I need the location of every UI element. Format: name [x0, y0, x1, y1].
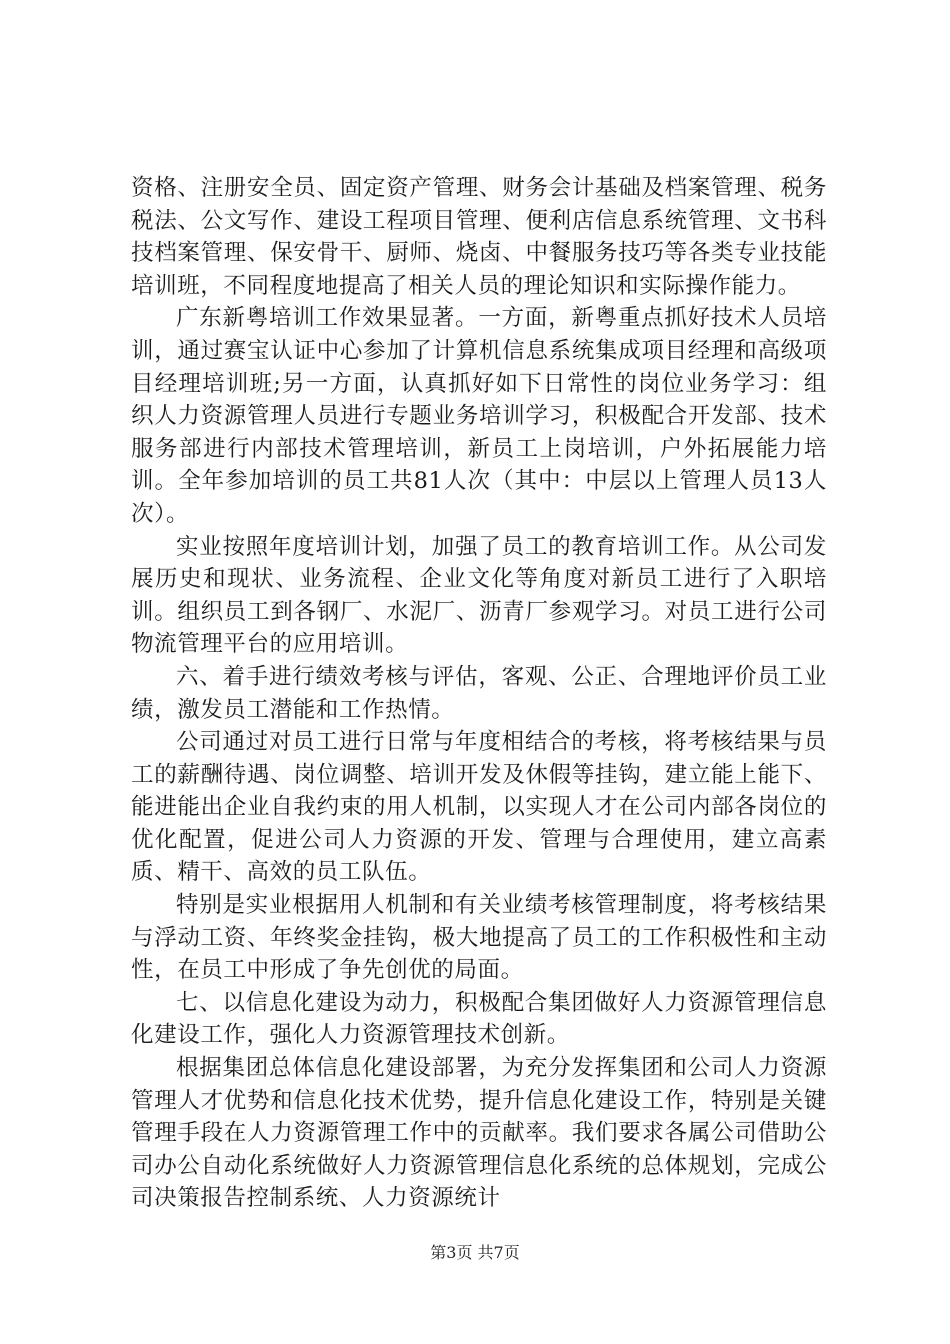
heading-section-seven: 七、以信息化建设为动力，积极配合集团做好人力资源管理信息化建设工作，强化人力资源管理技术创新。: [131, 989, 827, 1049]
paragraph-informatization: 根据集团总体信息化建设部署，为充分发挥集团和公司人力资源管理人才优势和信息化技术优势，提升信息化建设工作，特别是关键管理手段在人力资源管理工作中的贡献率。我们要求各属公司借助公司办公自动化系统做好人力资源管理信息化系统的总体规划，完成公司决策报告控制系统、人力资源统计: [131, 1055, 827, 1212]
paragraph-industry-training: 实业按照年度培训计划，加强了员工的教育培训工作。从公司发展历史和现状、业务流程、企业文化等角度对新员工进行了入职培训。组织员工到各钢厂、水泥厂、沥青厂参观学习。对员工进行公司物流管理平台的应用培训。: [131, 533, 827, 658]
paragraph-performance-pay: 特别是实业根据用人机制和有关业绩考核管理制度，将考核结果与浮动工资、年终奖金挂钩，极大地提高了员工的工作积极性和主动性，在员工中形成了争先创优的局面。: [131, 892, 827, 984]
paragraph-training-courses: 资格、注册安全员、固定资产管理、财务会计基础及档案管理、税务税法、公文写作、建设工程项目管理、便利店信息系统管理、文书科技档案管理、保安骨干、厨师、烧卤、中餐服务技巧等各类专业技能培训班，不同程度地提高了相关人员的理论知识和实际操作能力。: [131, 175, 827, 299]
heading-section-six: 六、着手进行绩效考核与评估，客观、公正、合理地评价员工业绩，激发员工潜能和工作热情。: [131, 663, 827, 723]
paragraph-assessment: 公司通过对员工进行日常与年度相结合的考核，将考核结果与员工的薪酬待遇、岗位调整、培训开发及休假等挂钩，建立能上能下、能进能出企业自我约束的用人机制，以实现人才在公司内部各岗位的优化配置，促进公司人力资源的开发、管理与合理使用，建立高素质、精干、高效的员工队伍。: [131, 729, 827, 886]
paragraph-guangdong-xinyue: 广东新粤培训工作效果显著。一方面，新粤重点抓好技术人员培训，通过赛宝认证中心参加了计算机信息系统集成项目经理和高级项目经理培训班;另一方面，认真抓好如下日常性的岗位业务学习：组织人力资源管理人员进行专题业务培训学习，积极配合开发部、技术服务部进行内部技术管理培训，新员工上岗培训，户外拓展能力培训。全年参加培训的员工共81人次（其中：中层以上管理人员13人次）。: [131, 305, 827, 527]
page-number-footer: 第3页 共7页: [430, 1243, 520, 1262]
document-body: [131, 172, 827, 1215]
